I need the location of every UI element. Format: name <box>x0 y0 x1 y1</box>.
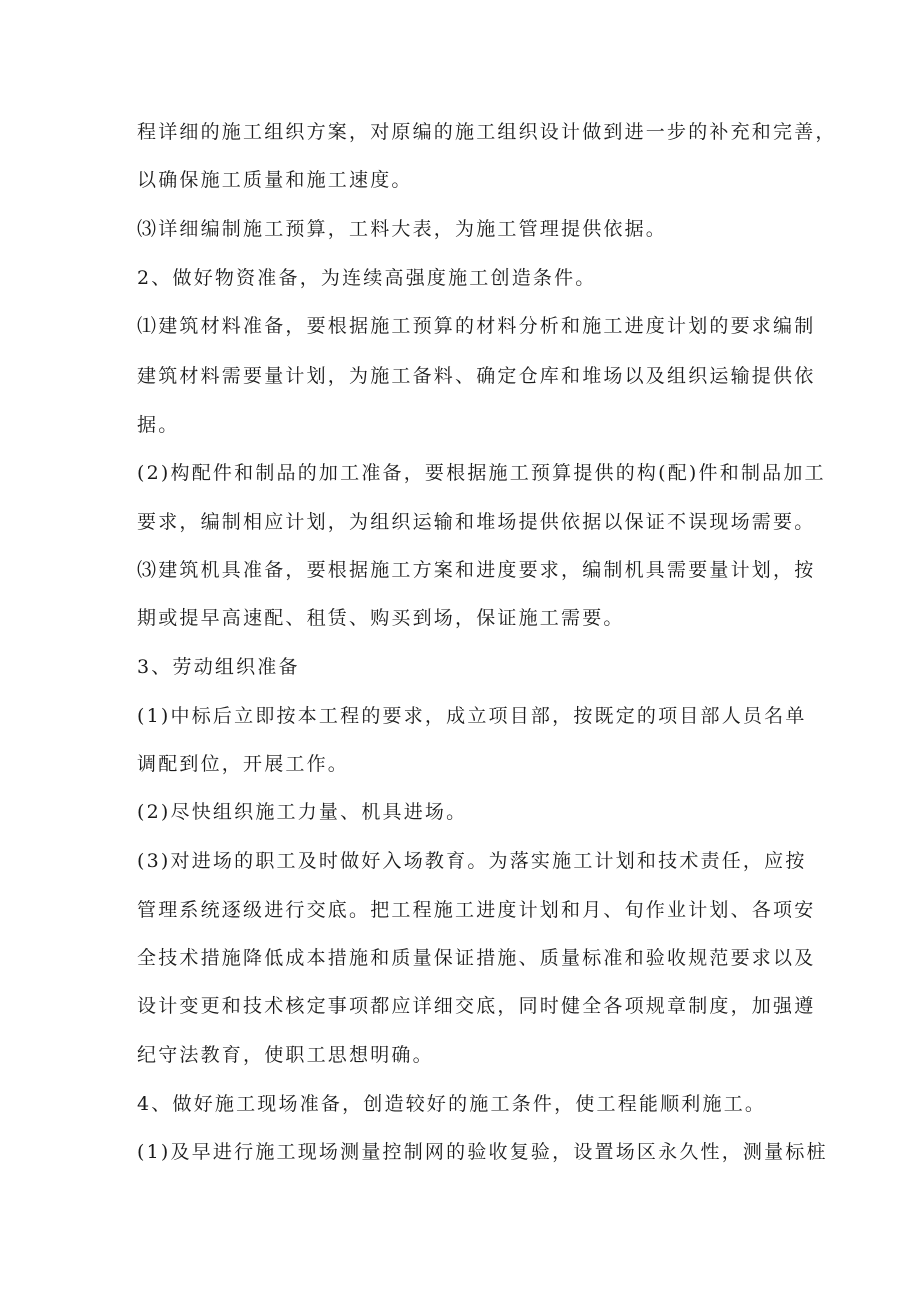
text-line: ⑴建筑材料准备，要根据施工预算的材料分析和施工进度计划的要求编制 <box>137 315 816 337</box>
text-line: 建筑材料需要量计划，为施工备料、确定仓库和堆场以及组织运输提供依 <box>137 365 816 387</box>
text-line: 期或提早高速配、租赁、购买到场，保证施工需要。 <box>137 607 625 629</box>
text-line: ⑶建筑机具准备，要根据施工方案和进度要求，编制机具需要量计划，按 <box>137 559 816 581</box>
section-heading: 4、做好施工现场准备，创造较好的施工条件，使工程能顺利施工。 <box>137 1093 767 1115</box>
text-line: (2)构配件和制品的加工准备，要根据施工预算提供的构(配)件和制品加工 <box>137 462 826 484</box>
text-line: 设计变更和技术核定事项都应详细交底，同时健全各项规章制度，加强遵 <box>137 995 816 1017</box>
text-line: (2)尽快组织施工力量、机具进场。 <box>137 801 468 823</box>
text-line: 据。 <box>137 414 180 436</box>
text-line: (1)中标后立即按本工程的要求，成立项目部，按既定的项目部人员名单 <box>137 705 807 727</box>
text-line: 全技术措施降低成本措施和质量保证措施、质量标准和验收规范要求以及 <box>137 947 816 969</box>
text-line: (3)对进场的职工及时做好入场教育。为落实施工计划和技术责任，应按 <box>137 850 807 872</box>
text-line: 程详细的施工组织方案，对原编的施工组织设计做到进一步的补充和完善， <box>137 121 837 143</box>
text-line: (1)及早进行施工现场测量控制网的验收复验，设置场区永久性，测量标桩 <box>137 1141 828 1163</box>
section-heading: 3、劳动组织准备 <box>137 656 300 678</box>
section-heading: 2、做好物资准备，为连续高强度施工创造条件。 <box>137 267 597 289</box>
text-line: 要求，编制相应计划，为组织运输和堆场提供依据以保证不误现场需要。 <box>137 511 816 533</box>
text-line: 以确保施工质量和施工速度。 <box>137 169 413 191</box>
text-line: 管理系统逐级进行交底。把工程施工进度计划和月、旬作业计划、各项安 <box>137 899 816 921</box>
text-line: 调配到位，开展工作。 <box>137 753 350 775</box>
text-line: 纪守法教育，使职工思想明确。 <box>137 1044 434 1066</box>
text-line: ⑶详细编制施工预算，工料大表，为施工管理提供依据。 <box>137 218 668 240</box>
